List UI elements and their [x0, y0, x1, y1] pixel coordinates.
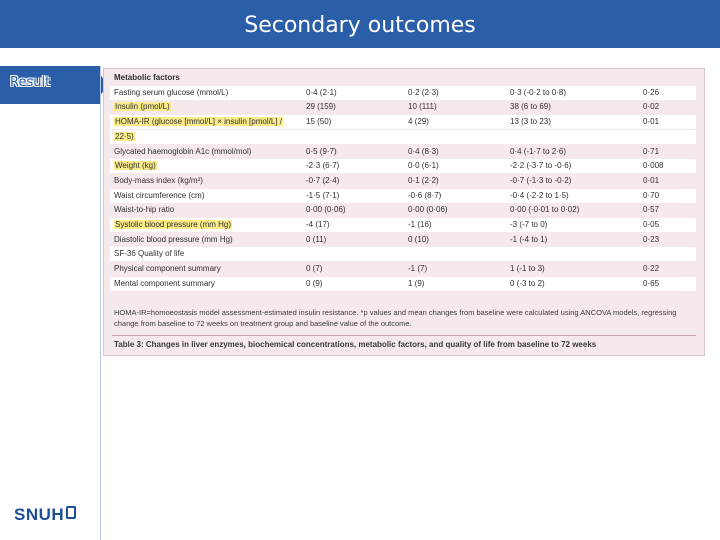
table-cell: 0·4 (8·3): [408, 146, 439, 156]
table-cell: 10 (111): [408, 102, 437, 112]
table-cell: 0 (9): [306, 278, 323, 288]
table-cell: 0·00 (0·06): [306, 205, 346, 215]
table-cell: 0·01: [643, 175, 660, 185]
table-cell: [114, 218, 232, 232]
table-cell: Body-mass index (kg/m²): [114, 175, 203, 185]
left-panel: [0, 48, 100, 540]
table-cell: 0·4 (2·1): [306, 87, 337, 97]
table-row: [110, 86, 696, 100]
table-cell: -2·2 (-3·7 to -0·6): [510, 161, 572, 171]
table-cell: 13 (3 to 23): [510, 117, 551, 127]
table-cell: 0 (10): [408, 234, 429, 244]
table-cell: 0·57: [643, 205, 660, 215]
result-tab-label: Result: [10, 75, 51, 90]
table-cell: 0·5 (9·7): [306, 146, 337, 156]
result-tab[interactable]: [0, 66, 100, 104]
table-cell: 0·02: [643, 102, 660, 112]
table-cell: 4 (29): [408, 117, 429, 127]
table-cell: -1·5 (7·1): [306, 190, 340, 200]
table-cell: [114, 159, 157, 173]
table-cell: 1 (-1 to 3): [510, 264, 545, 274]
highlighted-label: HOMA-IR (glucose [mmol/L] × insulin [pmol/L] /: [115, 117, 282, 127]
table-cell: 0·22: [643, 264, 660, 274]
table-row: [110, 203, 696, 217]
table-cell: Metabolic factors: [114, 73, 180, 82]
table-cell: [114, 130, 135, 144]
table-cell: Waist-to-hip ratio: [114, 205, 175, 215]
table-cell: -0·7 (-1·3 to -0·2): [510, 175, 572, 185]
table-cell: 0 (11): [306, 234, 327, 244]
table-cell: 0 (7): [306, 264, 323, 274]
table-cell: [114, 115, 283, 129]
table-cell: Fasting serum glucose (mmol/L): [114, 87, 229, 97]
table-row: [110, 189, 696, 203]
logo-text: SNUH: [14, 505, 65, 524]
table-cell: 0·05: [643, 220, 660, 229]
table-cell: -0·6 (8·7): [408, 190, 442, 200]
table-row: [110, 174, 696, 188]
table-cell: 0·23: [643, 234, 660, 244]
table-cell: 0·4 (-1·7 to 2·6): [510, 146, 567, 156]
table-cell: -4 (17): [306, 220, 330, 229]
table-cell: [114, 100, 171, 114]
table-cell: Waist circumference (cm): [114, 190, 205, 200]
table-cell: 0·01: [643, 117, 660, 127]
table-cell: Diastolic blood pressure (mm Hg): [114, 234, 233, 244]
table-cell: Mental component summary: [114, 278, 215, 288]
table-row: [110, 100, 696, 114]
snuh-logo: [14, 505, 76, 525]
table-cell: 0·1 (2·2): [408, 175, 439, 185]
table-row: [110, 115, 696, 129]
table-row: [110, 277, 696, 291]
table-cell: 0·0 (6·1): [408, 161, 439, 171]
highlighted-label: Systolic blood pressure (mm Hg): [115, 220, 232, 229]
table-cell: -2·3 (6·7): [306, 161, 340, 171]
table-cell: -1 (-4 to 1): [510, 234, 548, 244]
highlighted-label: Insulin (pmol/L): [115, 102, 170, 112]
table-figure: [103, 68, 705, 356]
table-row: [110, 262, 696, 276]
table-cell: 0·70: [643, 190, 660, 200]
table-cell: Glycated haemoglobin A1c (mmol/mol): [114, 146, 252, 156]
table-cell: 0·008: [643, 161, 664, 171]
slide-title: Secondary outcomes: [244, 13, 476, 38]
highlighted-label: Weight (kg): [115, 161, 156, 171]
highlighted-label: 22·5): [115, 131, 134, 141]
table-row: [110, 247, 696, 261]
table-cell: 0 (-3 to 2): [510, 278, 545, 288]
table-cell: 29 (159): [306, 102, 336, 112]
logo-mark-icon: [66, 506, 76, 519]
table-row: [110, 71, 696, 85]
table-cell: -3 (-7 to 0): [510, 220, 548, 229]
table-cell: 1 (9): [408, 278, 425, 288]
table-caption: Table 3: Changes in liver enzymes, biochemical concentrations, metabolic factors, and quality of life from baseline to 72 weeks: [114, 340, 597, 349]
table-cell: 0·2 (2·3): [408, 87, 439, 97]
table-cell: 0·00 (-0·01 to 0·02): [510, 205, 580, 215]
table-cell: 0·26: [643, 87, 660, 97]
table-cell: 0·3 (-0·2 to 0·8): [510, 87, 567, 97]
title-bar: [0, 0, 720, 48]
table-cell: SF-36 Quality of life: [114, 249, 185, 259]
table-cell: 15 (50): [306, 117, 332, 127]
table-cell: -0·4 (-2·2 to 1·5): [510, 190, 569, 200]
table-cell: Physical component summary: [114, 264, 221, 274]
table-row: [110, 233, 696, 247]
caption-divider: [112, 335, 696, 336]
table-cell: 0·65: [643, 278, 660, 288]
vertical-divider: [100, 66, 101, 540]
table-row: [110, 145, 696, 159]
table-cell: -0·7 (2·4): [306, 175, 340, 185]
table-footnote: HOMA-IR=homoeostasis model assessment-estimated insulin resistance. *p values and mean changes from baseline were calculated using ANCOVA models, regressing change from baseline to 72 weeks on treatment group and baseline value of the outcome.: [114, 308, 677, 328]
table-cell: 0·71: [643, 146, 660, 156]
table-row: [110, 159, 696, 173]
table-cell: -1 (16): [408, 220, 432, 229]
table-row: [110, 218, 696, 232]
table-row: [110, 130, 696, 144]
table-cell: -1 (7): [408, 264, 428, 274]
table-cell: 38 (6 to 69): [510, 102, 551, 112]
table-cell: 0·00 (0·06): [408, 205, 448, 215]
